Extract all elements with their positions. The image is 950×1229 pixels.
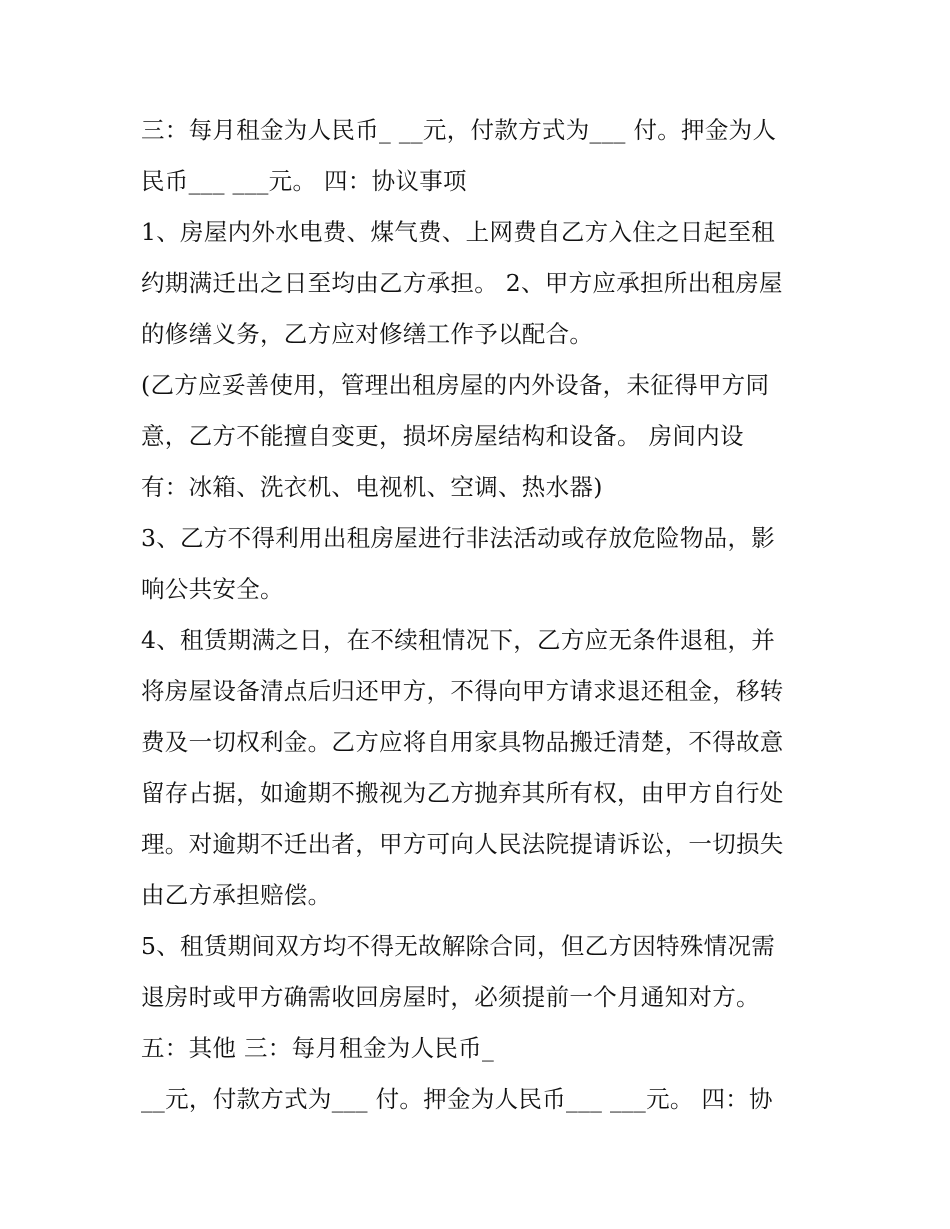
text-line: 三：每月租金为人民币_ __元，付款方式为___ 付。押金为人 — [141, 116, 777, 144]
text-line: 意，乙方不能擅自变更，损坏房屋结构和设备。 房间内设 — [141, 422, 744, 450]
text-line: 由乙方承担赔偿。 — [141, 881, 332, 909]
text-line: 4、租赁期满之日，在不续租情况下，乙方应无条件退租，并 — [141, 626, 776, 654]
text-line: 民币___ ___元。 四：协议事项 — [141, 167, 467, 195]
text-line: 5、租赁期间双方均不得无故解除合同，但乙方因特殊情况需 — [141, 932, 776, 960]
text-line: 约期满迁出之日至均由乙方承担。 2、甲方应承担所出租房屋 — [141, 269, 783, 297]
text-line: 费及一切权利金。乙方应将自用家具物品搬迁清楚，不得故意 — [141, 728, 784, 756]
text-line: 的修缮义务，乙方应对修缮工作予以配合。 — [141, 320, 594, 348]
text-line: (乙方应妥善使用，管理出租房屋的内外设备，未征得甲方同 — [141, 371, 770, 399]
text-line: 响公共安全。 — [141, 575, 284, 603]
text-line: 有：冰箱、洗衣机、电视机、空调、热水器) — [141, 473, 603, 501]
text-line: 五：其他 三：每月租金为人民币_ — [141, 1034, 495, 1062]
text-line: __元，付款方式为___ 付。押金为人民币___ ___元。 四：协 — [141, 1085, 773, 1113]
text-line: 留存占据，如逾期不搬视为乙方抛弃其所有权，由甲方自行处 — [141, 779, 784, 807]
text-line: 将房屋设备清点后归还甲方，不得向甲方请求退还租金，移转 — [141, 677, 784, 705]
text-line: 理。对逾期不迁出者，甲方可向人民法院提请诉讼，一切损失 — [141, 830, 784, 858]
text-line: 1、房屋内外水电费、煤气费、上网费自乙方入住之日起至租 — [141, 218, 776, 246]
text-line: 3、乙方不得利用出租房屋进行非法活动或存放危险物品，影 — [141, 524, 776, 552]
text-line: 退房时或甲方确需收回房屋时，必须提前一个月通知对方。 — [141, 983, 760, 1011]
